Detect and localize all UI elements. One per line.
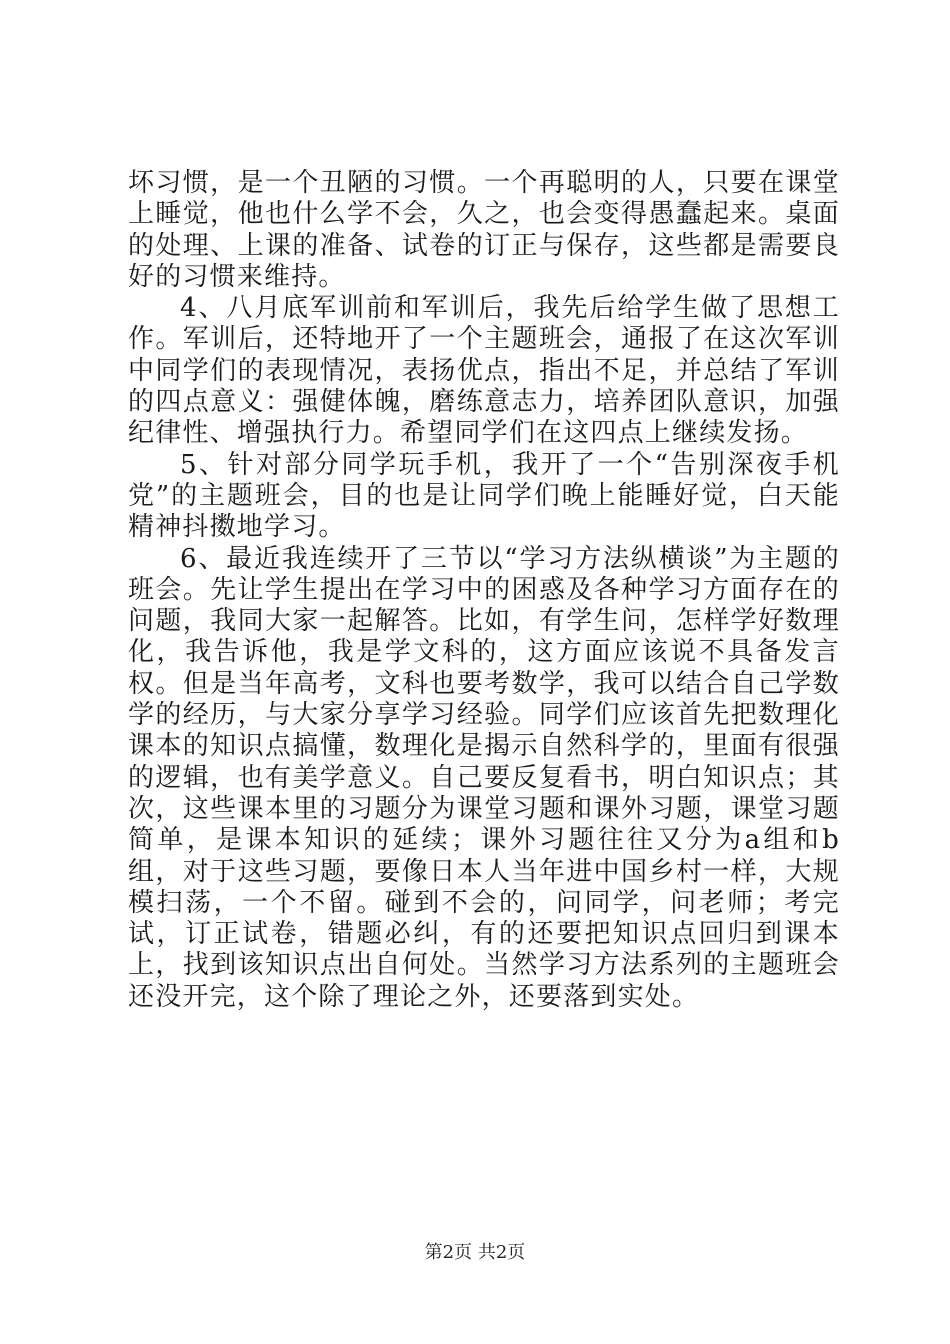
- page-total: 共2页: [477, 1242, 526, 1263]
- paragraph-1: 坏习惯，是一个丑陋的习惯。一个再聪明的人，只要在课堂上睡觉，他也什么学不会，久之，也会变得愚蠢起来。桌面的处理、上课的准备、试卷的订正与保存，这些都是需要良好的习惯来维持。: [128, 168, 840, 292]
- page-footer: [0, 1238, 950, 1264]
- paragraph-2: 4、八月底军训前和军训后，我先后给学生做了思想工作。军训后，还特地开了一个主题班会，通报了在这次军训中同学们的表现情况，表扬优点，指出不足，并总结了军训的四点意义：强健体魄，磨练意志力，培养团队意识，加强纪律性、增强执行力。希望同学们在这四点上继续发扬。: [128, 293, 840, 449]
- paragraph-4: 6、最近我连续开了三节以“学习方法纵横谈”为主题的班会。先让学生提出在学习中的困惑及各种学习方面存在的问题，我同大家一起解答。比如，有学生问，怎样学好数理化，我告诉他，我是学文科的，这方面应该说不具备发言权。但是当年高考，文科也要考数学，我可以结合自己学数学的经历，与大家分享学习经验。同学们应该首先把数理化课本的知识点搞懂，数理化是揭示自然科学的，里面有很强的逻辑，也有美学意义。自己要反复看书，明白知识点；其次，这些课本里的习题分为课堂习题和课外习题，课堂习题简单，是课本知识的延续；课外习题往往又分为a组和b组，对于这些习题，要像日本人当年进中国乡村一样，大规模扫荡，一个不留。碰到不会的，问同学，问老师；考完试，订正试卷，错题必纠，有的还要把知识点回归到课本上，找到该知识点出自何处。当然学习方法系列的主题班会还没开完，这个除了理论之外，还要落到实处。: [128, 543, 840, 1012]
- page-number: 第2页: [424, 1242, 473, 1263]
- paragraph-3: 5、针对部分同学玩手机，我开了一个“告别深夜手机党”的主题班会，目的也是让同学们晚上能睡好觉，白天能精神抖擞地学习。: [128, 449, 840, 543]
- document-body: [128, 168, 840, 1013]
